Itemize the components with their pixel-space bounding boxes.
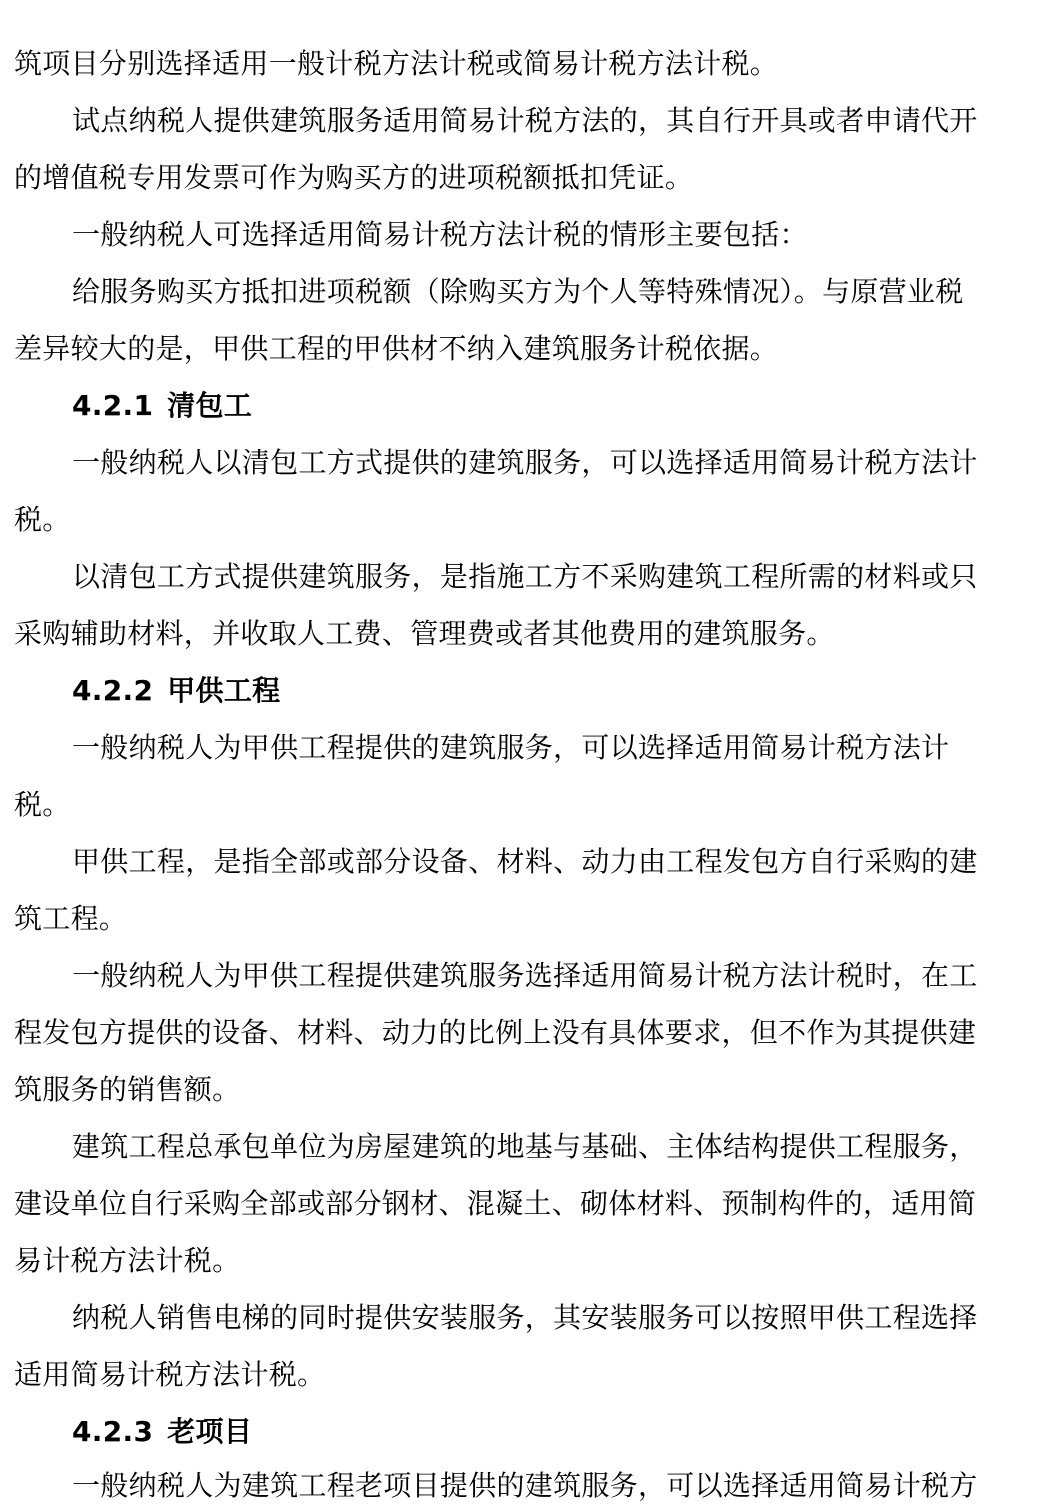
section-title: 甲供工程 bbox=[167, 674, 281, 707]
text-line: 筑服务的销售额。 bbox=[14, 1073, 241, 1106]
text-line: 差异较大的是，甲供工程的甲供材不纳入建筑服务计税依据。 bbox=[14, 332, 779, 365]
text-line: 以清包工方式提供建筑服务，是指施工方不采购建筑工程所需的材料或只 bbox=[72, 560, 978, 593]
text-line: 建设单位自行采购全部或部分钢材、混凝土、砌体材料、预制构件的，适用简 bbox=[14, 1187, 977, 1220]
text-line: 程发包方提供的设备、材料、动力的比例上没有具体要求，但不作为其提供建 bbox=[14, 1016, 977, 1049]
section-title: 清包工 bbox=[167, 389, 253, 422]
text-line: 适用简易计税方法计税。 bbox=[14, 1358, 326, 1391]
text-line: 给服务购买方抵扣进项税额（除购买方为个人等特殊情况）。与原营业税 bbox=[72, 275, 964, 308]
text-line: 一般纳税人可选择适用简易计税方法计税的情形主要包括： bbox=[72, 218, 808, 251]
section-number: 4.2.3 bbox=[72, 1415, 154, 1448]
text-line: 税。 bbox=[14, 503, 71, 536]
text-line: 一般纳税人为建筑工程老项目提供的建筑服务，可以选择适用简易计税方 bbox=[72, 1469, 978, 1502]
text-line: 一般纳税人以清包工方式提供的建筑服务，可以选择适用简易计税方法计 bbox=[72, 446, 978, 479]
section-heading-4-2-3 bbox=[72, 1412, 1057, 1452]
text-line: 易计税方法计税。 bbox=[14, 1244, 241, 1277]
section-number: 4.2.2 bbox=[72, 674, 154, 707]
text-line: 试点纳税人提供建筑服务适用简易计税方法的，其自行开具或者申请代开 bbox=[72, 104, 978, 137]
text-line: 一般纳税人为甲供工程提供建筑服务选择适用简易计税方法计税时，在工 bbox=[72, 959, 978, 992]
section-heading-4-2-2 bbox=[72, 671, 1057, 711]
text-line: 的增值税专用发票可作为购买方的进项税额抵扣凭证。 bbox=[14, 161, 694, 194]
text-line: 税。 bbox=[14, 788, 71, 821]
text-line: 筑项目分别选择适用一般计税方法计税或简易计税方法计税。 bbox=[14, 47, 779, 80]
section-heading-4-2-1 bbox=[72, 386, 1057, 426]
text-line: 一般纳税人为甲供工程提供的建筑服务，可以选择适用简易计税方法计 bbox=[72, 731, 950, 764]
text-line: 甲供工程，是指全部或部分设备、材料、动力由工程发包方自行采购的建 bbox=[72, 845, 978, 878]
section-title: 老项目 bbox=[167, 1415, 253, 1448]
text-line: 建筑工程总承包单位为房屋建筑的地基与基础、主体结构提供工程服务， bbox=[72, 1130, 978, 1163]
section-number: 4.2.1 bbox=[72, 389, 154, 422]
text-line: 筑工程。 bbox=[14, 902, 128, 935]
text-line: 采购辅助材料，并收取人工费、管理费或者其他费用的建筑服务。 bbox=[14, 617, 835, 650]
text-line: 纳税人销售电梯的同时提供安装服务，其安装服务可以按照甲供工程选择 bbox=[72, 1301, 978, 1334]
